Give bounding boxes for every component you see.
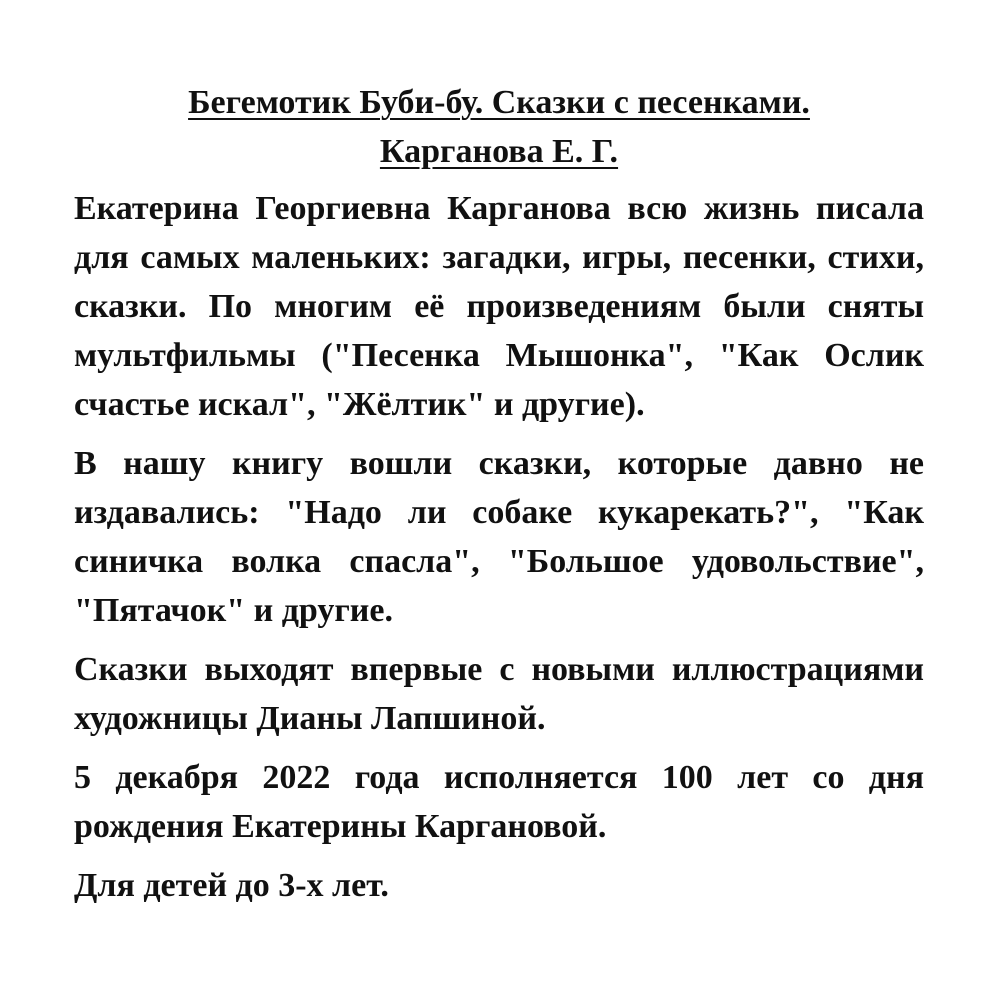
paragraph-author-bio: Екатерина Георгиевна Карганова всю жизнь писала для самых маленьких: загадки, игры, песенки, стихи, сказки. По многим её произведениям были сняты мультфильмы ("Песенка Мышонка", "Как Ослик счастье искал", "Жёлтик" и другие). (74, 190, 924, 423)
document-title (74, 78, 924, 176)
title-line-author: Карганова Е. Г. (379, 133, 619, 170)
paragraph-anniversary: 5 декабря 2022 года исполняется 100 лет со дня рождения Екатерины Каргановой. (74, 759, 924, 845)
paragraph-illustrations: Сказки выходят впервые с новыми иллюстрациями художницы Дианы Лапшиной. (74, 651, 924, 737)
title-line-book: Бегемотик Буби-бу. Сказки с песенками. (188, 84, 810, 121)
paragraph-book-contents: В нашу книгу вошли сказки, которые давно не издавались: "Надо ли собаке кукарекать?", "Как синичка волка спасла", "Большое удовольствие", "Пятачок" и другие. (74, 445, 924, 629)
document-page (74, 78, 924, 910)
paragraph-age-rating: Для детей до 3-х лет. (74, 867, 389, 904)
